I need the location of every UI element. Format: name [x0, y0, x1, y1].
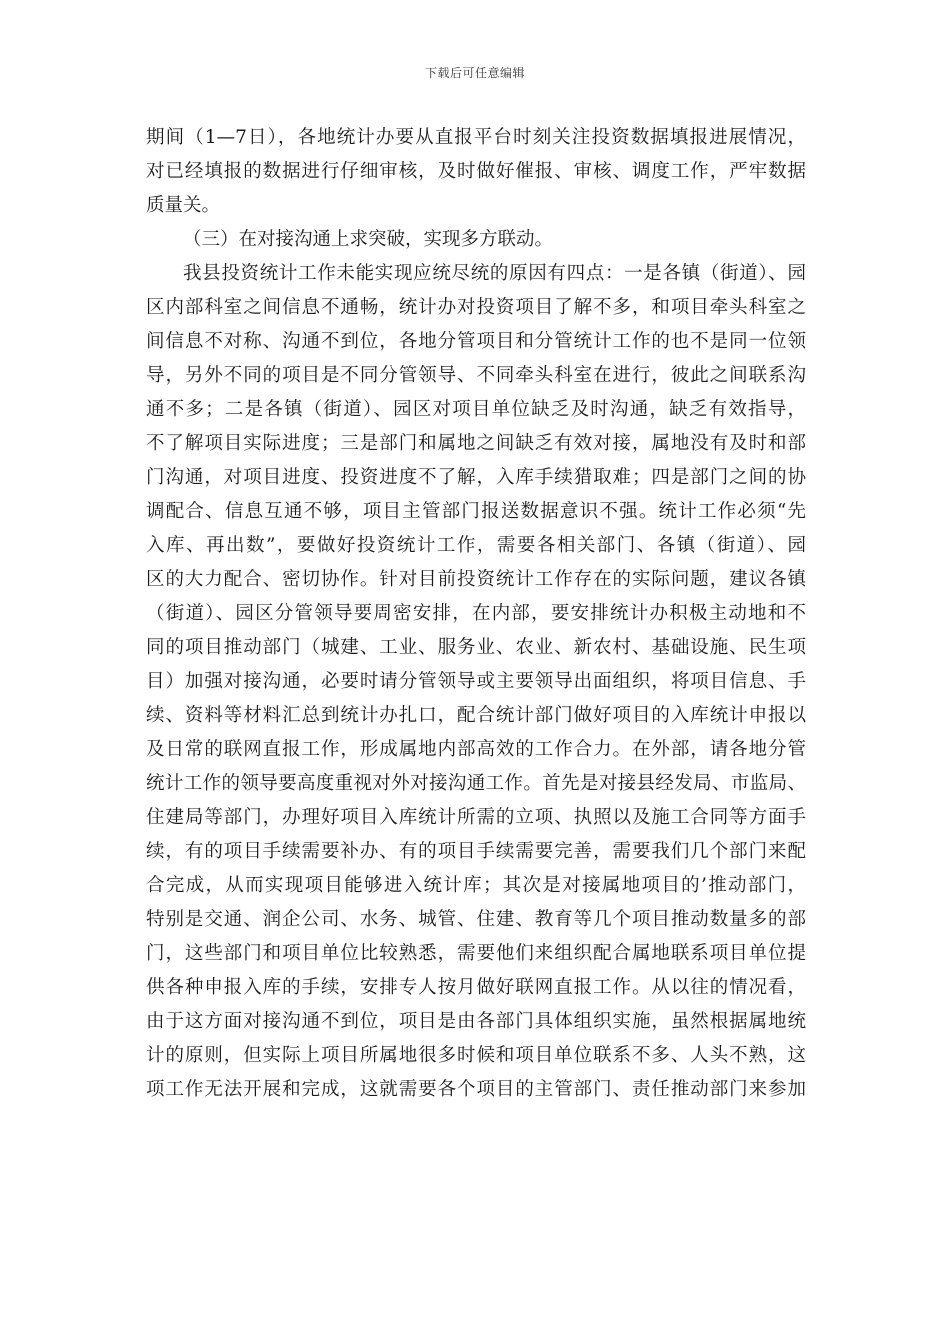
text-line: 间信息不对称、沟通不到位，各地分管项目和分管统计工作的也不是同一位领	[146, 331, 806, 352]
text-line: 续、资料等材料汇总到统计办扎口，配合统计部门做好项目的入库统计申报以	[146, 705, 806, 726]
text-line: 同的项目推动部门（城建、工业、服务业、农业、新农村、基础设施、民生项	[146, 637, 806, 658]
text-line: 续，有的项目手续需要补办、有的项目手续需要完善，需要我们几个部门来配	[146, 841, 806, 862]
text-line: 住建局等部门，办理好项目入库统计所需的立项、执照以及施工合同等方面手	[146, 807, 806, 828]
text-line: （街道）、园区分管领导要周密安排，在内部，要安排统计办积极主动地和不	[146, 603, 806, 624]
text-line: 特别是交通、润企公司、水务、城管、住建、教育等几个项目推动数量多的部	[146, 909, 806, 930]
page-header: 下载后可任意编辑	[424, 66, 525, 80]
text-line: 对已经填报的数据进行仔细审核，及时做好催报、审核、调度工作，严牢数据	[146, 161, 806, 182]
text-line: 我县投资统计工作未能实现应统尽统的原因有四点：一是各镇（街道）、园	[183, 263, 806, 284]
text-line: 不了解项目实际进度；三是部门和属地之间缺乏有效对接，属地没有及时和部	[146, 433, 806, 454]
paragraph-1	[146, 121, 806, 223]
text-line: 计的原则，但实际上项目所属地很多时候和项目单位联系不多、人头不熟，这	[146, 1045, 806, 1066]
text-line: 门，这些部门和项目单位比较熟悉，需要他们来组织配合属地联系项目单位提	[146, 943, 806, 964]
text-line: 供各种申报入库的手续，安排专人按月做好联网直报工作。从以往的情况看，	[146, 977, 806, 998]
text-line: 调配合、信息互通不够，项目主管部门报送数据意识不强。统计工作必须“先	[146, 501, 806, 522]
text-line: 区的大力配合、密切协作。针对目前投资统计工作存在的实际问题，建议各镇	[146, 569, 806, 590]
section-heading	[146, 223, 806, 257]
text-line: 质量关。	[146, 195, 221, 216]
text-line: 合完成，从而实现项目能够进入统计库；其次是对接属地项目的’推动部门，	[146, 875, 806, 896]
text-line: 由于这方面对接沟通不到位，项目是由各部门具体组织实施，虽然根据属地统	[146, 1011, 806, 1032]
text-line: 区内部科室之间信息不通畅，统计办对投资项目了解不多，和项目牵头科室之	[146, 297, 806, 318]
text-line: 项工作无法开展和完成，这就需要各个项目的主管部门、责任推动部门来参加	[146, 1079, 806, 1100]
text-line: 门沟通，对项目进度、投资进度不了解，入库手续猎取难；四是部门之间的协	[146, 467, 806, 488]
text-line: 期间（1—7日），各地统计办要从直报平台时刻关注投资数据填报进展情况，	[146, 127, 806, 148]
paragraph-2	[146, 257, 806, 1107]
heading-line: （三）在对接沟通上求突破，实现多方联动。	[183, 229, 554, 250]
text-line: 通不多；二是各镇（街道）、园区对项目单位缺乏及时沟通，缺乏有效指导，	[146, 399, 806, 420]
text-line: 目）加强对接沟通，必要时请分管领导或主要领导出面组织，将项目信息、手	[146, 671, 806, 692]
text-line: 统计工作的领导要高度重视对外对接沟通工作。首先是对接县经发局、市监局、	[146, 773, 806, 794]
text-line: 导，另外不同的项目是不同分管领导、不同牵头科室在进行，彼此之间联系沟	[146, 365, 806, 386]
document-body	[146, 121, 806, 1107]
text-line: 及日常的联网直报工作，形成属地内部高效的工作合力。在外部，请各地分管	[146, 739, 806, 760]
text-line: 入库、再出数”，要做好投资统计工作，需要各相关部门、各镇（街道）、园	[146, 535, 806, 556]
